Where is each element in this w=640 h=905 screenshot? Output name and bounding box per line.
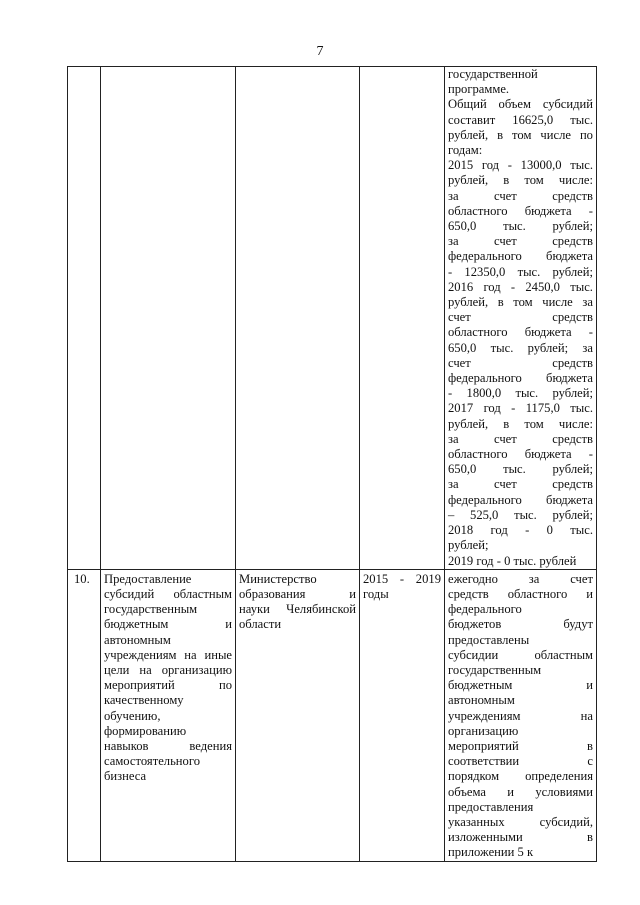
word: рублей, [448, 127, 489, 142]
text-line [448, 754, 593, 769]
text-line [448, 663, 593, 678]
text-line [363, 587, 441, 602]
word: средств [552, 431, 593, 446]
text-line [448, 371, 593, 386]
description-text [104, 572, 232, 785]
word: тыс. [570, 523, 593, 538]
word: Министерство [239, 571, 317, 586]
text-line [104, 739, 232, 754]
text-line [104, 663, 232, 678]
word: 2018 [448, 523, 474, 538]
word: 2019 [448, 553, 474, 568]
text-line [448, 356, 593, 371]
word: и [349, 586, 356, 601]
word: в [587, 830, 593, 845]
word: за [528, 571, 540, 586]
word: областного [448, 447, 508, 462]
word: год [481, 158, 500, 173]
word: рублей; [552, 219, 593, 234]
word: мероприятий [104, 678, 175, 693]
word: 1800,0 [466, 386, 502, 401]
text-line [448, 724, 593, 739]
text-line [448, 341, 593, 356]
word: образования [239, 586, 306, 601]
word: приложении [448, 845, 515, 860]
word: и [507, 784, 515, 799]
word: условиями [535, 784, 593, 799]
text-line [448, 265, 593, 280]
word: и [586, 586, 593, 601]
word: учреждениям [104, 647, 177, 662]
text-line [448, 617, 593, 632]
text-line [448, 587, 593, 602]
word: областного [448, 325, 508, 340]
word: областного [507, 586, 568, 601]
cell-result [445, 569, 597, 861]
text-line [448, 82, 593, 97]
word: год [483, 401, 501, 416]
word: годам: [448, 143, 483, 158]
text-line [448, 447, 593, 462]
text-line [448, 830, 593, 845]
word: 2015 [363, 571, 389, 586]
text-line [104, 617, 232, 632]
word: изложенными [448, 830, 523, 845]
text-line [448, 815, 593, 830]
text-line [448, 173, 593, 188]
text-line [448, 678, 593, 693]
word: счет [448, 310, 471, 325]
word: за [448, 188, 459, 203]
text-line [448, 845, 593, 860]
text-line [448, 234, 593, 249]
word: тыс. [503, 462, 526, 477]
word: мероприятий [448, 738, 519, 753]
cell-executor [236, 569, 360, 861]
word: бюджетным [104, 617, 169, 632]
word: - [507, 158, 512, 173]
word: федерального [448, 602, 522, 617]
cell-executor [236, 67, 360, 570]
text-line [239, 617, 356, 632]
word: рублей [539, 553, 577, 568]
word: тыс. [490, 340, 514, 355]
word: рублей, [448, 173, 489, 188]
text-line [104, 648, 232, 663]
text-line [448, 417, 593, 432]
word: счет [570, 571, 593, 586]
text-line [448, 523, 593, 538]
word: определения [525, 769, 593, 784]
word: средств [552, 310, 593, 325]
word: качественному [104, 693, 184, 708]
text-line [448, 249, 593, 264]
word: бюджета [546, 371, 593, 386]
text-line [239, 572, 356, 587]
word: числе: [558, 173, 593, 188]
word: предоставлены [448, 632, 530, 647]
word: - [399, 571, 405, 586]
word: 12350,0 [464, 264, 506, 279]
text-line [104, 633, 232, 648]
word: тыс. [517, 264, 541, 279]
word: – [448, 507, 455, 522]
word: - [448, 386, 453, 401]
word: рублей; [552, 386, 593, 401]
word: бюджетов [448, 617, 502, 632]
word: Общий [448, 97, 487, 112]
text-line [104, 693, 232, 708]
text-line [448, 204, 593, 219]
word: счет [494, 188, 517, 203]
text-line [448, 97, 593, 112]
program-measures-table [67, 66, 597, 862]
word: - [496, 553, 501, 568]
word: формированию [104, 723, 187, 738]
word: государственной [448, 67, 538, 81]
text-line [448, 709, 593, 724]
word: ведения [189, 738, 232, 753]
word: организацию [448, 723, 519, 738]
text-line [448, 739, 593, 754]
word: и [586, 678, 593, 693]
word: за [448, 234, 459, 249]
text-line [448, 325, 593, 340]
word: обучению, [104, 708, 161, 723]
word: год [476, 553, 494, 568]
cell-description [101, 67, 236, 570]
word: тыс. [514, 507, 537, 522]
word: ежегодно [448, 571, 498, 586]
text-line [448, 67, 593, 82]
word: 13000,0 [520, 158, 562, 173]
word: соответствии [448, 754, 520, 769]
word: области [239, 617, 282, 632]
word: за [582, 340, 593, 355]
word: по [579, 127, 593, 142]
text-line [448, 280, 593, 295]
word: бюджета [546, 492, 593, 507]
word: программе. [448, 82, 510, 97]
word: рублей; [448, 538, 489, 553]
word: в [503, 416, 510, 431]
text-line [448, 310, 593, 325]
word: бизнеса [104, 769, 147, 784]
text-line [239, 587, 356, 602]
text-line [104, 602, 232, 617]
text-line [448, 493, 593, 508]
word: счет [494, 477, 517, 492]
word: том [512, 127, 532, 142]
word: иные [204, 647, 232, 662]
word: бюджета [524, 203, 572, 218]
word: Челябинской [286, 602, 356, 617]
word: - [588, 447, 593, 462]
text-line [448, 554, 593, 569]
word: том [513, 295, 533, 310]
word: средств [552, 188, 593, 203]
text-line [448, 693, 593, 708]
word: годы [363, 586, 389, 601]
word: федерального [448, 492, 522, 507]
word: 2015 [448, 158, 474, 173]
word: областным [534, 647, 593, 662]
word: предоставления [448, 799, 534, 814]
word: 525,0 [470, 507, 499, 522]
text-line [448, 386, 593, 401]
text-line [448, 538, 593, 553]
word: автономным [448, 693, 515, 708]
text-line [448, 462, 593, 477]
word: государственным [448, 662, 542, 677]
word: субсидии [448, 647, 499, 662]
text-line [448, 128, 593, 143]
word: в [503, 173, 510, 188]
text-line [104, 572, 232, 587]
text-line [363, 572, 441, 587]
word: тыс. [503, 219, 526, 234]
word: субсидий, [539, 814, 593, 829]
text-line [448, 113, 593, 128]
continued-result-text [448, 67, 593, 569]
word: рублей; [552, 507, 593, 522]
period-text [363, 572, 441, 602]
word: порядком [448, 769, 500, 784]
word: за [448, 431, 459, 446]
word: составит [448, 112, 496, 127]
text-line [448, 219, 593, 234]
word: 2016 [448, 279, 474, 294]
word: средств [448, 586, 489, 601]
text-line [448, 401, 593, 416]
word: числе [542, 295, 573, 310]
word: 2019 [415, 571, 441, 586]
text-line [104, 769, 232, 784]
word: - [448, 264, 453, 279]
word: объем [498, 97, 531, 112]
word: тыс. [570, 158, 593, 173]
word: бюджетным [448, 678, 513, 693]
cell-period [360, 67, 445, 570]
word: тыс. [570, 279, 593, 294]
text-line [448, 633, 593, 648]
word: организацию [161, 662, 232, 677]
word: за [448, 477, 459, 492]
word: 2017 [448, 401, 474, 416]
word: объема [448, 784, 486, 799]
word: - [588, 203, 593, 218]
word: рублей, [448, 295, 489, 310]
word: и [225, 617, 232, 632]
text-line [448, 189, 593, 204]
word: 5 [517, 845, 524, 860]
word: средств [552, 355, 593, 370]
word: областным [173, 586, 232, 601]
word: рублей, [448, 416, 489, 431]
word: 2450,0 [525, 279, 560, 294]
text-line [448, 508, 593, 523]
word: на [139, 662, 152, 677]
word: - [511, 401, 516, 416]
word: субсидий [542, 97, 593, 112]
word: тыс. [570, 401, 593, 416]
row-number: 10. [74, 571, 90, 586]
word: в [587, 738, 593, 753]
table-row-10 [68, 569, 597, 861]
cell-number [68, 67, 101, 570]
word: - [588, 325, 593, 340]
word: - [510, 279, 516, 294]
word: бюджета [524, 325, 572, 340]
word: 650,0 [448, 340, 477, 355]
word: будут [563, 617, 593, 632]
word: к [527, 845, 534, 860]
word: тыс. [513, 553, 537, 568]
word: бюджета [546, 249, 593, 264]
word: числе [540, 127, 571, 142]
text-line [239, 602, 356, 617]
word: учреждениям [448, 708, 521, 723]
text-line [104, 587, 232, 602]
cell-number [68, 569, 101, 861]
word: навыков [104, 738, 149, 753]
word: том [524, 173, 544, 188]
word: федерального [448, 371, 522, 386]
word: рублей; [552, 462, 593, 477]
word: субсидий [104, 586, 155, 601]
text-line [448, 295, 593, 310]
result-text [448, 572, 593, 861]
text-line [104, 754, 232, 769]
text-line [448, 477, 593, 492]
text-line [448, 432, 593, 447]
word: 1175,0 [525, 401, 560, 416]
text-line [104, 678, 232, 693]
cell-period [360, 569, 445, 861]
cell-description [101, 569, 236, 861]
page-number: 7 [316, 44, 324, 59]
executor-text [239, 572, 356, 633]
word: за [582, 295, 593, 310]
text-line [448, 572, 593, 587]
word: счет [494, 234, 517, 249]
word: год [490, 523, 508, 538]
word: Предоставление [104, 571, 192, 586]
word: с [587, 754, 593, 769]
text-line [104, 709, 232, 724]
text-line [448, 785, 593, 800]
word: 16625,0 [512, 112, 554, 127]
word: год [483, 279, 501, 294]
word: том [524, 416, 544, 431]
word: по [218, 678, 232, 693]
text-line [448, 648, 593, 663]
text-line [448, 769, 593, 784]
word: автономным [104, 632, 171, 647]
word: средств [552, 234, 593, 249]
text-line [104, 724, 232, 739]
word: 650,0 [448, 219, 477, 234]
word: счет [494, 431, 517, 446]
word: - [525, 523, 530, 538]
text-line [448, 143, 593, 158]
word: бюджета [524, 447, 572, 462]
word: в [497, 295, 504, 310]
word: федерального [448, 249, 522, 264]
word: рублей; [552, 264, 593, 279]
word: науки [239, 602, 270, 617]
word: государственным [104, 602, 198, 617]
word: указанных [448, 814, 505, 829]
word: 650,0 [448, 462, 477, 477]
word: на [184, 647, 197, 662]
text-line [448, 158, 593, 173]
word: числе: [558, 416, 593, 431]
word: 0 [546, 523, 553, 538]
word: тыс. [515, 386, 539, 401]
text-line [448, 800, 593, 815]
word: на [580, 708, 593, 723]
cell-result [445, 67, 597, 570]
word: самостоятельного [104, 754, 200, 769]
text-line [448, 602, 593, 617]
word: тыс. [570, 112, 593, 127]
table-row-continued [68, 67, 597, 570]
word: в [497, 127, 504, 142]
word: цели [104, 662, 130, 677]
word: средств [552, 477, 593, 492]
word: 0 [504, 553, 511, 568]
word: областного [448, 203, 508, 218]
word: счет [448, 355, 471, 370]
word: рублей; [527, 340, 569, 355]
